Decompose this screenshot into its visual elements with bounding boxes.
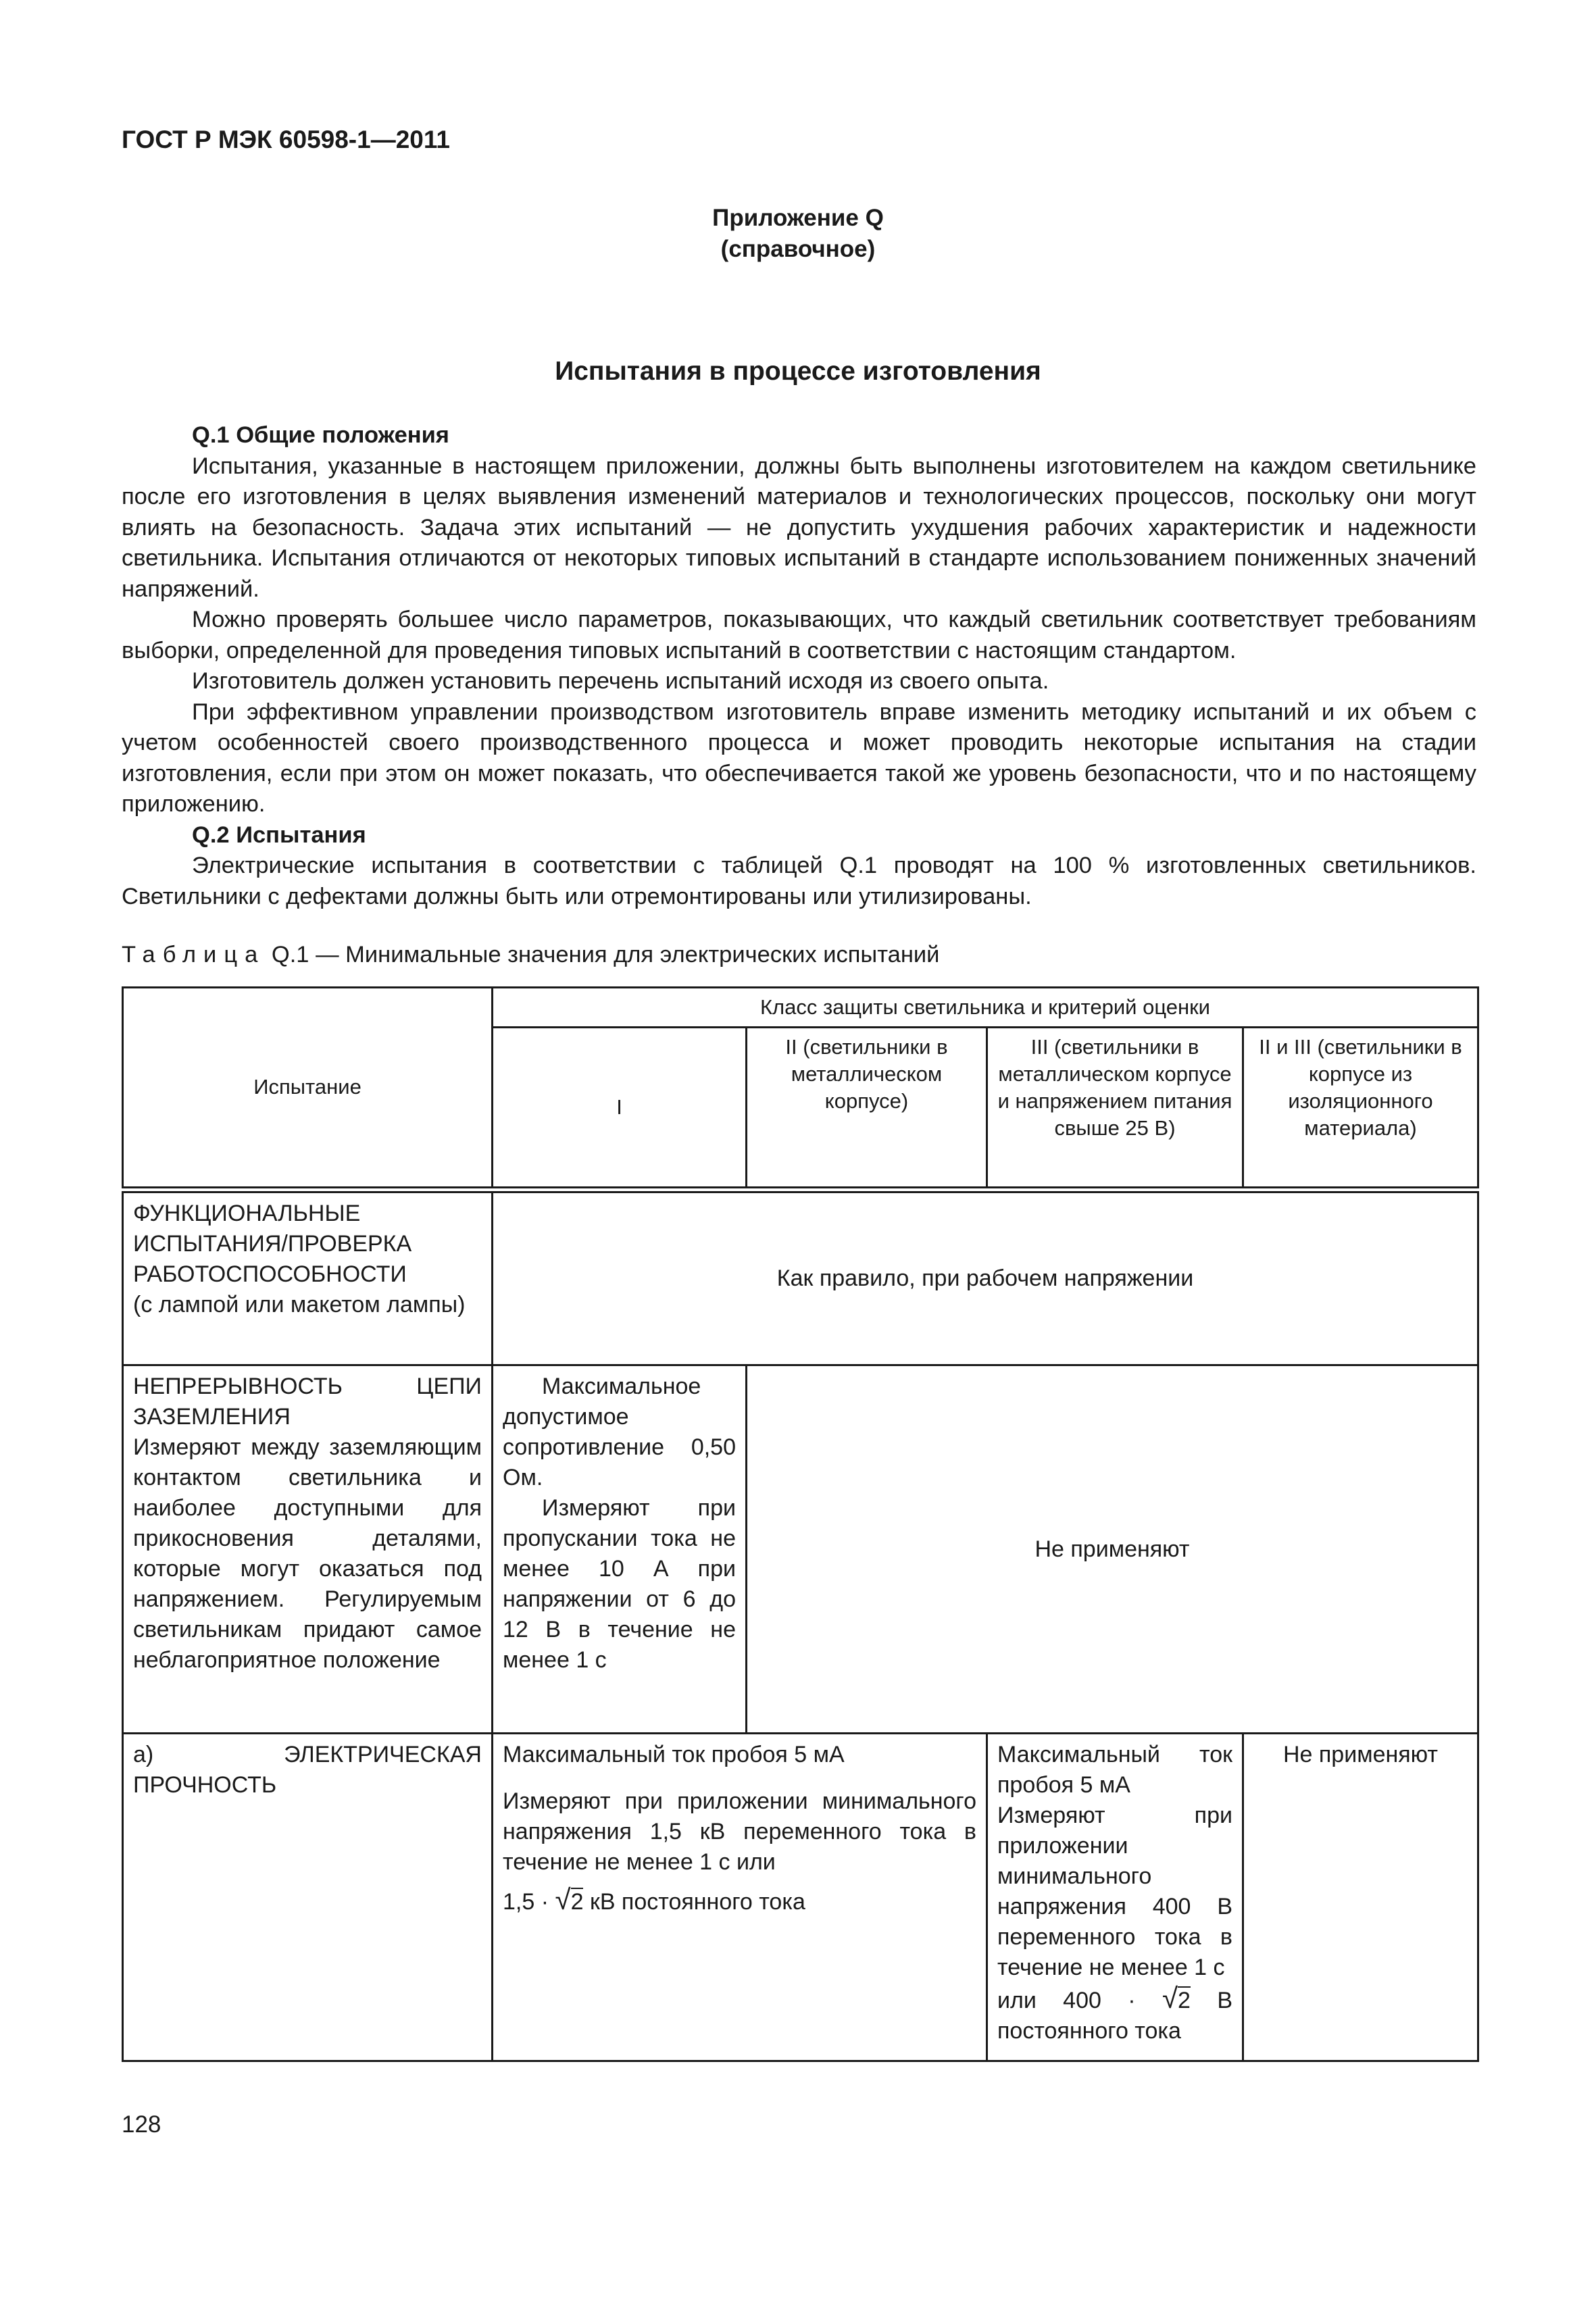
table-row — [123, 1365, 1478, 1734]
row3-class-III-suffix: В постоянного тока — [997, 1988, 1233, 2044]
row3-class-I-II-suffix: кВ постоянного тока — [589, 1889, 805, 1915]
q2-heading: Q.2 Испытания — [192, 822, 366, 848]
table-header-row-1 — [123, 988, 1478, 1028]
row3-class-I-II-prefix: 1,5 · — [503, 1889, 549, 1915]
annex-heading — [0, 203, 1596, 265]
row3-test: а) ЭЛЕКТРИЧЕСКАЯ ПРОЧНОСТЬ — [123, 1734, 493, 2061]
row3-class-III-line-3 — [997, 1983, 1232, 2046]
row2-other: Не применяют — [747, 1365, 1478, 1734]
q2-paragraph-1: Электрические испытания в соответствии с таблицей Q.1 проводят на 100 % изготовленных светильников. Светильники с дефектами должны быть или отремонтированы или утилизированы. — [122, 853, 1476, 909]
body-text — [122, 420, 1476, 912]
row2-test — [123, 1365, 493, 1734]
q1-heading: Q.1 Общие положения — [192, 422, 449, 448]
row2-test-desc: Измеряют между заземляющим контактом светильника и наиболее доступными для прикосновения деталями, которые могут оказаться под напряжением. Регулируемым светильникам придают самое неблагоприятное положение — [133, 1434, 482, 1673]
row3-class-II-III: Не применяют — [1243, 1734, 1478, 2061]
row3-class-III — [987, 1734, 1243, 2061]
q1-paragraph-2: Можно проверять большее число параметров, показывающих, что каждый светильник соответствует требованиям выборки, определенной для проведения типовых испытаний в соответствии с настоящим стандартом. — [122, 607, 1476, 663]
q1-paragraph-3: Изготовитель должен установить перечень испытаний исходя из своего опыта. — [192, 668, 1049, 694]
q1-paragraph-4: При эффективном управлении производством изготовитель вправе изменить методику испытаний и их объем с учетом особенностей своего производственного процесса и может проводить некоторые испытания на стадии изготовления, если при этом он может показать, что обеспечивается такой же уровень безопасности, что и по настоящему приложению. — [122, 699, 1476, 817]
row3-class-III-prefix: или 400 · — [997, 1988, 1136, 2013]
header-class-II: II (светильники в металлическом корпусе) — [747, 1028, 987, 1190]
table-row — [123, 1190, 1478, 1365]
table-caption — [122, 942, 939, 968]
sqrt-radicand: 2 — [570, 1889, 584, 1915]
table-q1 — [122, 986, 1479, 2062]
section-title: Испытания в процессе изготовления — [555, 357, 1041, 386]
sqrt-icon: √ — [1162, 1982, 1178, 2014]
row1-test-title: ФУНКЦИОНАЛЬНЫЕ ИСПЫТАНИЯ/ПРОВЕРКА РАБОТОСПОСОБНОСТИ — [133, 1200, 412, 1287]
row1-value: Как правило, при рабочем напряжении — [493, 1190, 1478, 1365]
header-class-I: I — [493, 1028, 747, 1190]
row3-class-I-II-line-3 — [503, 1884, 976, 1917]
row3-class-I-II-line-1: Максимальный ток пробоя 5 мА — [503, 1742, 845, 1767]
annex-kind: (справочное) — [720, 236, 876, 262]
row3-class-III-line-1: Максимальный ток пробоя 5 мА — [997, 1742, 1232, 1798]
header-test: Испытание — [123, 988, 493, 1190]
header-class-group: Класс защиты светильника и критерий оценки — [493, 988, 1478, 1028]
row3-class-III-line-2: Измеряют при приложении минимального напряжения 400 В переменного тока в течение не менее 1 с — [997, 1803, 1232, 1980]
sqrt-radicand: 2 — [1178, 1988, 1191, 2013]
row1-test — [123, 1190, 493, 1365]
sqrt-icon: √ — [555, 1884, 571, 1915]
row3-class-I-II — [493, 1734, 987, 2061]
row3-class-I-II-line-2: Измеряют при приложении минимального напряжения 1,5 кВ переменного тока в течение не менее 1 с или — [503, 1788, 976, 1875]
document-header: ГОСТ Р МЭК 60598-1—2011 — [122, 126, 450, 153]
row2-class-I-line-1: Максимальное допустимое сопротивление 0,50 Ом. — [503, 1374, 736, 1490]
table-caption-text: Q.1 — Минимальные значения для электрических испытаний — [271, 942, 940, 967]
row2-class-I-line-2: Измеряют при пропускании тока не менее 10 А при напряжении от 6 до 12 В в течение не менее 1 с — [503, 1495, 736, 1673]
header-class-III: III (светильники в металлическом корпусе и напряжением питания свыше 25 В) — [987, 1028, 1243, 1190]
table-row — [123, 1734, 1478, 2061]
header-class-II-III: II и III (светильники в корпусе из изоляционного материала) — [1243, 1028, 1478, 1190]
table-caption-word: Таблица — [122, 942, 266, 967]
page-number: 128 — [122, 2111, 161, 2138]
row2-test-title: НЕПРЕРЫВНОСТЬ ЦЕПИ ЗАЗЕМЛЕНИЯ — [133, 1374, 482, 1430]
q1-paragraph-1: Испытания, указанные в настоящем приложении, должны быть выполнены изготовителем на каждом светильнике после его изготовления в целях выявления изменений материалов и технологических процессов, поскольку они могут влиять на безопасность. Задача этих испытаний — не допустить ухудшения рабочих характеристик и надежности светильника. Испытания отличаются от некоторых типовых испытаний в стандарте использованием пониженных значений напряжений. — [122, 453, 1476, 602]
row1-test-note: (с лампой или макетом лампы) — [133, 1291, 466, 1317]
annex-title: Приложение Q — [712, 205, 884, 231]
row2-class-I — [493, 1365, 747, 1734]
